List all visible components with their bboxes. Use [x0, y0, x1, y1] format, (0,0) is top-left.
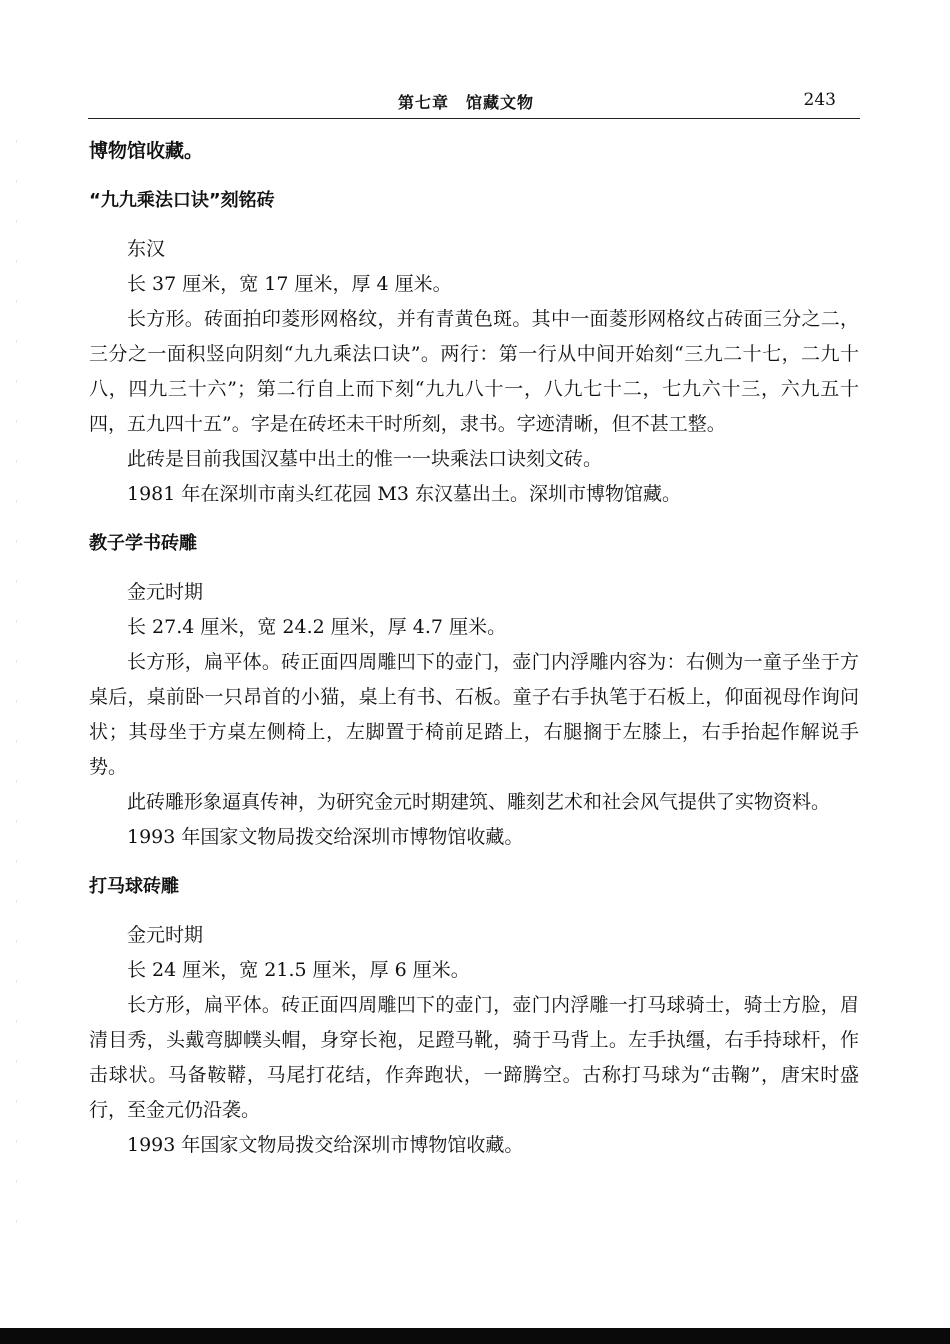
continuation-text: 博物馆收藏。	[89, 140, 204, 162]
artifact-entry-multiplication-brick	[89, 183, 859, 512]
artifact-entry-teaching-child-carving	[89, 526, 859, 855]
binding-margin-marks	[16, 140, 17, 1240]
artifact-title: “九九乘法口诀”刻铭砖	[89, 190, 275, 211]
artifact-dimensions: 长 24 厘米，宽 21.5 厘米，厚 6 厘米。	[127, 959, 470, 981]
artifact-title: 打马球砖雕	[89, 876, 179, 897]
artifact-provenance: 1981 年在深圳市南头红花园 M3 东汉墓出土。深圳市博物馆藏。	[127, 483, 682, 505]
page-number: 243	[803, 90, 836, 110]
chapter-title: 第七章 馆藏文物	[398, 93, 535, 112]
scan-edge-bar	[0, 1328, 950, 1344]
artifact-provenance: 1993 年国家文物局拨交给深圳市博物馆收藏。	[127, 826, 524, 848]
running-header	[88, 88, 860, 119]
artifact-period: 金元时期	[127, 581, 204, 603]
artifact-dimensions: 长 27.4 厘米，宽 24.2 厘米，厚 4.7 厘米。	[127, 616, 507, 638]
artifact-provenance: 1993 年国家文物局拨交给深圳市博物馆收藏。	[127, 1134, 524, 1156]
artifact-significance: 此砖雕形象逼真传神，为研究金元时期建筑、雕刻艺术和社会风气提供了实物资料。	[127, 791, 831, 813]
artifact-entry-polo-carving	[89, 869, 859, 1163]
artifact-description: 长方形，扁平体。砖正面四周雕凹下的壶门，壶门内浮雕内容为：右侧为一童子坐于方桌后，桌前卧一只昂首的小猫，桌上有书、石板。童子右手执笔于石板上，仰面视母作询问状；其母坐于方桌左侧椅上，左脚置于椅前足踏上，右腿搁于左膝上，右手抬起作解说手势。	[89, 651, 859, 778]
artifact-period: 东汉	[127, 238, 166, 260]
artifact-significance: 此砖是目前我国汉墓中出土的惟一一块乘法口诀刻文砖。	[127, 448, 603, 470]
artifact-description: 长方形。砖面拍印菱形网格纹，并有青黄色斑。其中一面菱形网格纹占砖面三分之二，三分之一面积竖向阴刻“九九乘法口诀”。两行：第一行从中间开始刻“三九二十七，二九十八，四九三十六”；第二行自上而下刻“九九八十一，八九七十二，七九六十三，六九五十四，五九四十五”。字是在砖坯未干时所刻，隶书。字迹清晰，但不甚工整。	[89, 308, 859, 435]
artifact-description: 长方形，扁平体。砖正面四周雕凹下的壶门，壶门内浮雕一打马球骑士，骑士方脸，眉清目秀，头戴弯脚幞头帽，身穿长袍，足蹬马靴，骑于马背上。左手执缰，右手持球杆，作击球状。马备鞍鞯，马尾打花结，作奔跑状，一蹄腾空。古称打马球为“击鞠”，唐宋时盛行，至金元仍沿袭。	[89, 994, 859, 1121]
artifact-title: 教子学书砖雕	[89, 533, 197, 554]
artifact-period: 金元时期	[127, 924, 204, 946]
artifact-dimensions: 长 37 厘米，宽 17 厘米，厚 4 厘米。	[127, 273, 452, 295]
body-text	[89, 134, 859, 1163]
